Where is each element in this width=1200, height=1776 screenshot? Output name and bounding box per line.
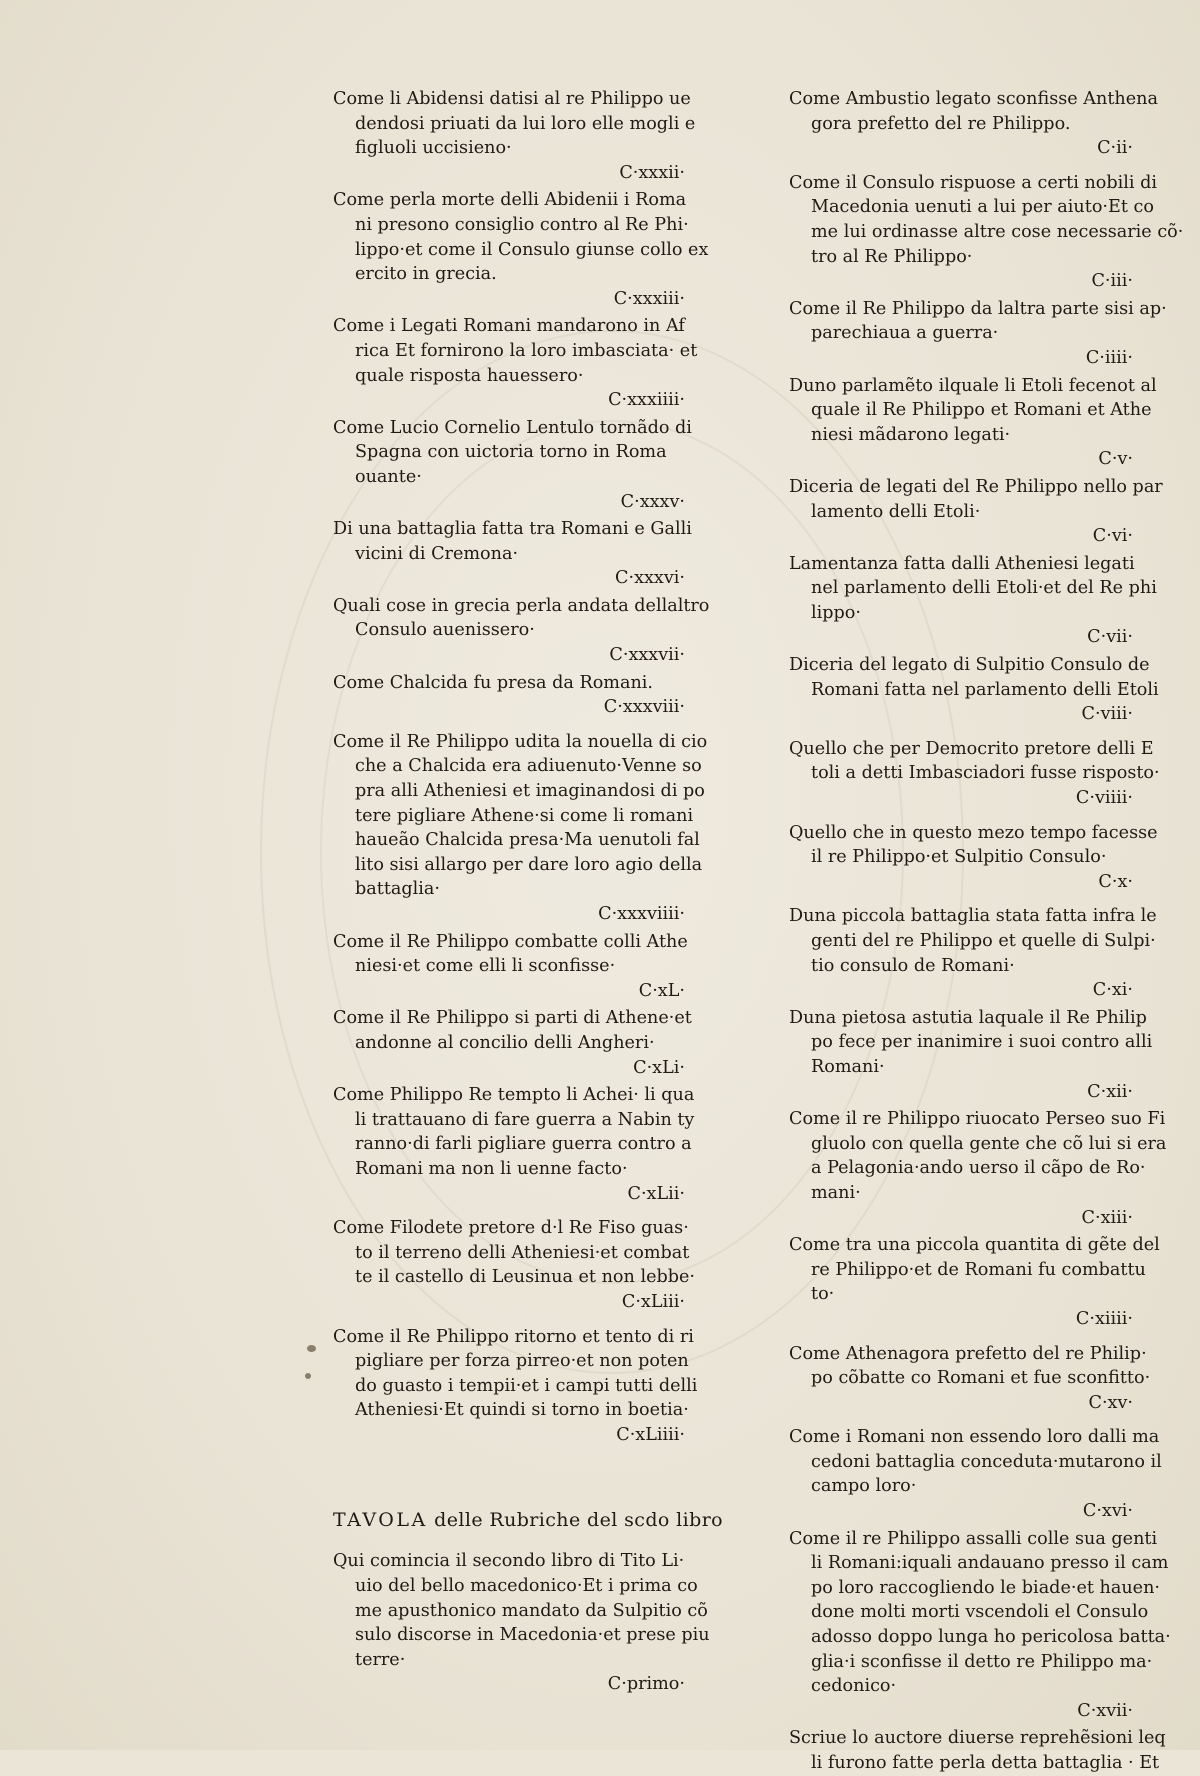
rubric-entry [333, 517, 693, 591]
chapter-number: C·ii· [1097, 138, 1133, 159]
rubric-line: glia·i sconfisse il detto re Philippo ma· [811, 1651, 1153, 1672]
rubric-line: to· [811, 1284, 835, 1305]
chapter-number: C·xv· [1088, 1392, 1133, 1413]
rubric-line: Come tra una piccola quantita di gẽte del [789, 1235, 1160, 1256]
chapter-number: C·xxxviiii· [598, 904, 685, 924]
rubric-entry [789, 475, 1163, 549]
rubric-line: pigliare per forza pirreo·et non poten [355, 1351, 689, 1372]
rubric-line: re Philippo·et de Romani fu combattu [811, 1259, 1146, 1280]
rubric-line: il re Philippo·et Sulpitio Consulo· [811, 847, 1107, 868]
chapter-number: C·xxxiiii· [608, 390, 685, 411]
rubric-line: Quello che per Democrito pretore delli E [789, 738, 1154, 759]
rubric-line: me apusthonico mandato da Sulpitio cõ [355, 1600, 708, 1621]
rubric-line: Come i Romani non essendo loro dalli ma [789, 1427, 1160, 1448]
rubric-line: li furono fatte perla detta battaglia · Et [811, 1753, 1160, 1773]
rubric-line: lippo· [811, 602, 861, 623]
rubric-line: Quello che in questo mezo tempo facesse [789, 822, 1158, 843]
rubric-entry [789, 737, 1160, 811]
chapter-number: C·xLiii· [621, 1291, 685, 1312]
rubric-line: nel parlamento delli Etoli·et del Re phi [811, 578, 1157, 599]
rubric-line: Di una battaglia fatta tra Romani e Galli [333, 519, 692, 540]
rubric-line: ouante· [355, 466, 422, 487]
ink-speck [305, 1373, 311, 1379]
chapter-number: C·xxxvi· [615, 568, 685, 589]
rubric-line: me lui ordinasse altre cose necessarie cõ· [811, 221, 1184, 242]
rubric-entry [789, 653, 1159, 727]
rubric-line: Come li Abidensi datisi al re Philippo ue [333, 89, 691, 109]
rubric-entry [333, 416, 693, 514]
rubric-line: terre· [355, 1649, 406, 1670]
chapter-number: C·xiii· [1081, 1207, 1133, 1228]
rubric-line: Come il re Philippo riuocato Perseo suo Fi [789, 1109, 1166, 1130]
rubric-line: ranno·di farli pigliare guerra contro a [355, 1134, 692, 1155]
rubric-line: uio del bello macedonico·Et i prima co [355, 1576, 698, 1597]
chapter-number: C·viii· [1081, 704, 1133, 725]
rubric-entry [789, 1527, 1171, 1724]
rubric-line: Come Chalcida fu presa da Romani. [333, 672, 654, 693]
table-heading-text: delle Rubriche del scdo libro [427, 1509, 724, 1532]
rubric-line: gora prefetto del re Philippo. [811, 113, 1071, 134]
chapter-number: C·iiii· [1085, 347, 1133, 368]
rubric-line: ni presono consiglio contro al Re Phi· [355, 214, 689, 235]
rubric-line: lamento delli Etoli· [811, 501, 981, 522]
rubric-line: niesi mãdarono legati· [811, 424, 1011, 445]
rubric-line: Come Filodete pretore d·l Re Fiso guas· [333, 1218, 689, 1239]
chapter-number: C·iii· [1091, 271, 1133, 292]
rubric-line: gluolo con quella gente che cõ lui si era [811, 1133, 1167, 1154]
rubric-entry [789, 1342, 1151, 1416]
chapter-number: C·xvii· [1077, 1700, 1133, 1721]
rubric-entry [333, 188, 709, 311]
rubric-line: Come il Re Philippo ritorno et tento di ri [333, 1326, 694, 1347]
rubric-line: dendosi priuati da lui loro elle mogli e [355, 113, 696, 134]
chapter-number: C·xxxiii· [613, 288, 685, 309]
rubric-line: che a Chalcida era adiuenuto·Venne so [355, 756, 702, 777]
rubric-line: Come Philippo Re tempto li Achei· li qua [333, 1085, 695, 1106]
chapter-number: C·xxxvii· [609, 645, 685, 666]
rubric-entry [333, 1216, 696, 1314]
rubric-entry [789, 821, 1158, 895]
rubric-line: lito sisi allargo per dare loro agio della [355, 854, 703, 875]
rubric-entry [789, 171, 1184, 294]
rubric-line: Come il Re Philippo udita la nouella di cio [333, 731, 708, 752]
rubric-line: Come il Re Philippo combatte colli Athe [333, 931, 688, 952]
left-tail-entries [333, 1549, 710, 1697]
rubric-line: andonne al concilio delli Angheri· [355, 1032, 655, 1053]
rubric-line: Come il Re Philippo si parti di Athene·et [333, 1008, 692, 1029]
chapter-number: C·xLii· [627, 1183, 685, 1204]
rubric-line: quale risposta hauessero· [355, 365, 584, 386]
chapter-number: C·xi· [1092, 980, 1133, 1001]
rubric-entry [789, 1006, 1153, 1104]
rubric-line: Quali cose in grecia perla andata dellaltro [333, 595, 710, 616]
rubric-line: Come il re Philippo assalli colle sua genti [789, 1528, 1158, 1549]
rubric-line: vicini di Cremona· [355, 543, 519, 564]
rubric-line: po loro raccogliendo le biade·et hauen· [811, 1577, 1161, 1598]
rubric-line: po fece per inanimire i suoi contro alli [811, 1032, 1153, 1053]
rubric-line: po cõbatte co Romani et fue sconfitto· [811, 1368, 1151, 1389]
chapter-number: C·xiiii· [1075, 1308, 1133, 1329]
left-column [333, 84, 724, 1697]
right-entries [789, 87, 1184, 1776]
rubric-line: battaglia· [355, 879, 440, 900]
chapter-number: C·xxxii· [619, 162, 685, 183]
rubric-line: Scriue lo auctore diuerse reprehẽsioni leq [789, 1728, 1166, 1749]
rubric-entry [333, 730, 708, 927]
rubric-entry [333, 87, 696, 185]
rubric-line: Come Ambustio legato sconfisse Anthena [789, 89, 1158, 109]
chapter-number: C·xxxv· [620, 491, 685, 512]
rubric-line: a Pelagonia·ando uerso il cãpo de Ro· [811, 1158, 1146, 1179]
rubric-line: Spagna con uictoria torno in Roma [355, 442, 667, 463]
rubric-line: lippo·et come il Consulo giunse collo ex [355, 239, 709, 260]
chapter-number: C·xLiiii· [616, 1424, 685, 1445]
rubric-line: do guasto i tempii·et i campi tutti delli [355, 1375, 698, 1396]
rubric-line: parechiaua a guerra· [811, 323, 999, 344]
chapter-number: C·vii· [1087, 627, 1133, 648]
rubric-line: niesi·et come elli li sconfisse· [355, 956, 616, 977]
rubric-line: Come i Legati Romani mandarono in Af [333, 316, 685, 337]
rubric-line: tere pigliare Athene·si come li romani [355, 805, 694, 826]
rubric-line: Come perla morte delli Abidenii i Roma [333, 190, 687, 211]
rubric-line: li trattauano di fare guerra a Nabin ty [355, 1109, 695, 1130]
rubric-line: adosso doppo lunga ho pericolosa batta· [811, 1627, 1171, 1648]
rubric-line: ercito in grecia. [355, 264, 497, 285]
rubric-line: rica Et fornirono la loro imbasciata· et [355, 340, 698, 361]
rubric-line: te il castello di Leusinua et non lebbe· [355, 1267, 696, 1288]
ink-speck [307, 1345, 316, 1352]
rubric-line: Qui comincia il secondo libro di Tito Li· [333, 1551, 685, 1572]
chapter-number: C·xL· [638, 980, 685, 1001]
rubric-entry [789, 374, 1157, 472]
rubric-line: Come il Consulo rispuose a certi nobili di [789, 172, 1158, 193]
rubric-line: Duna pietosa astutia laquale il Re Philip [789, 1007, 1147, 1028]
rubric-line: Duno parlamẽto ilquale li Etoli fecenot al [789, 375, 1157, 396]
rubric-line: sulo discorse in Macedonia·et prese piu [355, 1625, 710, 1646]
rubric-entry [333, 1006, 693, 1080]
chapter-number: C·primo· [607, 1674, 685, 1695]
chapter-number: C·xxxviii· [603, 697, 685, 718]
rubric-line: campo loro· [811, 1476, 917, 1497]
rubric-line: tro al Re Philippo· [811, 246, 973, 267]
rubric-entry [789, 552, 1157, 650]
chapter-number: C·x· [1098, 871, 1133, 892]
rubric-line: cedoni battaglia conceduta·mutarono il [811, 1451, 1162, 1472]
rubric-line: Consulo auenissero· [355, 620, 535, 641]
rubric-line: pra alli Atheniesi et imaginandosi di po [355, 781, 705, 802]
rubric-line: tio consulo de Romani· [811, 955, 1015, 976]
rubric-entry [333, 671, 693, 720]
rubric-line: Duna piccola battaglia stata fatta infra le [789, 906, 1157, 927]
rubric-line: to il terreno delli Atheniesi·et combat [355, 1242, 690, 1263]
rubric-entry [333, 930, 693, 1004]
rubric-entry [789, 1425, 1162, 1523]
rubric-line: Romani ma non li uenne facto· [355, 1158, 628, 1179]
rubric-line: Come Athenagora prefetto del re Philip· [789, 1343, 1147, 1364]
chapter-number: C·v· [1098, 449, 1133, 470]
rubric-entry [789, 297, 1167, 371]
rubric-line: figluoli uccisieno· [355, 138, 512, 159]
rubric-entry [789, 904, 1157, 1002]
rubric-entry [333, 1325, 698, 1448]
rubric-line: cedonico· [811, 1676, 897, 1697]
rubric-entry [333, 1083, 693, 1206]
rubric-entry [789, 1107, 1167, 1230]
right-column [789, 84, 1184, 1776]
chapter-number: C·xvi· [1082, 1501, 1133, 1522]
rubric-line: Lamentanza fatta dalli Atheniesi legati [789, 553, 1135, 574]
rubric-line: Diceria de legati del Re Philippo nello par [789, 476, 1163, 497]
rubric-entry [789, 87, 1158, 161]
rubric-line: li Romani:iquali andauano presso il cam [811, 1553, 1169, 1574]
rubric-line: Atheniesi·Et quindi si torno in boetia· [355, 1400, 689, 1421]
rubric-line: mani· [811, 1182, 861, 1203]
rubric-entry [333, 1549, 710, 1697]
rubric-entry [789, 1233, 1160, 1331]
left-entries [333, 87, 710, 1447]
rubric-line: genti del re Philippo et quelle di Sulpi· [811, 931, 1156, 951]
chapter-number: C·vi· [1092, 526, 1133, 547]
table-heading-caps: TAVOLA [333, 1509, 428, 1532]
rubric-entry [333, 594, 710, 668]
rubric-line: Romani· [811, 1056, 885, 1077]
rubric-line: done molti morti vscendoli el Consulo [811, 1602, 1149, 1623]
rubric-line: toli a detti Imbasciadori fusse risposto· [811, 763, 1160, 784]
rubric-line: Romani fatta nel parlamento delli Etoli [811, 679, 1159, 700]
rubric-line: quale il Re Philippo et Romani et Athe [811, 400, 1152, 421]
rubric-entry [789, 1726, 1166, 1775]
table-heading [333, 1509, 724, 1532]
rubric-line: haueão Chalcida presa·Ma uenutoli fal [355, 830, 700, 851]
rubric-line: Come Lucio Cornelio Lentulo tornãdo di [333, 417, 692, 438]
chapter-number: C·xLi· [633, 1057, 685, 1078]
rubric-line: Diceria del legato di Sulpitio Consulo de [789, 655, 1150, 676]
rubric-entry [333, 314, 698, 412]
rubric-line: Come il Re Philippo da laltra parte sisi ap· [789, 298, 1167, 319]
chapter-number: C·viiii· [1075, 788, 1133, 809]
chapter-number: C·xii· [1087, 1081, 1133, 1102]
rubric-line: Macedonia uenuti a lui per aiuto·Et co [811, 197, 1154, 218]
